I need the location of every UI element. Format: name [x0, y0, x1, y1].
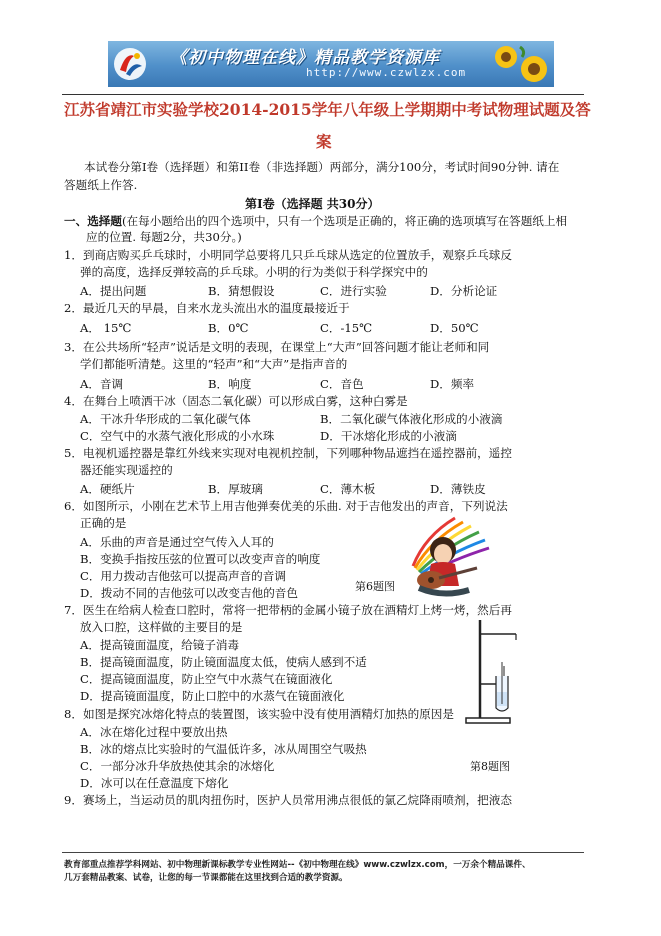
logo-icon — [112, 46, 148, 82]
section1-line1 — [64, 214, 567, 228]
q7-stem-line1: 7．医生在给病人检查口腔时，常将一把带柄的金属小镜子放在酒精灯上烤一烤，然后再 — [64, 603, 512, 617]
q1-option-c: C．进行实验 — [320, 284, 387, 298]
q4-option-c: C．空气中的水蒸气液化形成的小水珠 — [80, 429, 275, 443]
q3-stem-line2: 学们都能听清楚。这里的“轻声”和“大声”是指声音的 — [80, 357, 348, 371]
page-title-line1: 江苏省靖江市实验学校2014-2015学年八年级上学期期中考试物理试题及答 — [64, 100, 591, 119]
q5-stem-line1: 5．电视机遥控器是靠红外线来实现对电视机控制，下列哪种物品遮挡在遥控器前，遥控 — [64, 446, 512, 460]
guitar-girl-figure — [385, 516, 520, 598]
q6-stem-line2: 正确的是 — [80, 516, 127, 530]
banner-url: http://www.czwlzx.com — [306, 66, 467, 79]
header-banner — [108, 41, 554, 87]
q1-stem-line1: 1．到商店购买乒乓球时，小明同学总要将几只乒乓球从选定的位置放手，观察乒乓球反 — [64, 248, 512, 262]
q5-option-b: B．厚玻璃 — [208, 482, 263, 496]
q6-option-d: D．拨动不同的吉他弦可以改变吉他的音色 — [80, 586, 298, 600]
ice-melting-apparatus-figure — [460, 614, 524, 726]
q5-option-a: A．硬纸片 — [80, 482, 135, 496]
q7-stem-line2: 放入口腔，这样做的主要目的是 — [80, 620, 243, 634]
q7-option-c: C．提高镜面温度，防止空气中水蒸气在镜面液化 — [80, 672, 333, 686]
q3-stem-line1: 3．在公共场所“轻声”说话是文明的表现，在课堂上“大声”回答问题才能让老师和同 — [64, 340, 490, 354]
q5-stem-line2: 器还能实现遥控的 — [80, 463, 173, 477]
q6-option-b: B．变换手指按压弦的位置可以改变声音的响度 — [80, 552, 321, 566]
q5-option-d: D．薄铁皮 — [430, 482, 486, 496]
q3-option-b: B．响度 — [208, 377, 252, 391]
intro-line1: 本试卷分第I卷（选择题）和第II卷（非选择题）两部分，满分100分，考试时间90分钟. 请在 — [84, 160, 560, 174]
q8-option-a: A．冰在熔化过程中要放出热 — [80, 725, 228, 739]
q7-option-a: A．提高镜面温度，给镜子消毒 — [80, 638, 240, 652]
q6-stem-line1: 6．如图所示，小刚在艺术节上用吉他弹奏优美的乐曲. 对于吉他发出的声音，下列说法 — [64, 499, 508, 513]
section1-instruction: (在每小题给出的四个选项中，只有一个选项是正确的，将正确的选项填写在答题纸上相 — [121, 214, 568, 228]
q4-option-b: B．二氧化碳气体液化形成的小液滴 — [320, 412, 503, 426]
q8-option-b: B．冰的熔点比实验时的气温低许多，冰从周围空气吸热 — [80, 742, 367, 756]
q1-option-a: A．提出问题 — [80, 284, 147, 298]
section1-line2: 应的位置. 每题2分，共30分。) — [86, 230, 242, 244]
q6-option-a: A．乐曲的声音是通过空气传入人耳的 — [80, 535, 274, 549]
q2-option-b: B．0℃ — [208, 321, 249, 335]
q1-stem-line2: 弹的高度，选择反弹较高的乒乓球。小明的行为类似于科学探究中的 — [80, 265, 428, 279]
q7-option-d: D．提高镜面温度，防止口腔中的水蒸气在镜面液化 — [80, 689, 345, 703]
q2-option-c: C．-15℃ — [320, 321, 373, 335]
q1-option-d: D．分析论证 — [430, 284, 498, 298]
q7-option-b: B．提高镜面温度，防止镜面温度太低，使病人感到不适 — [80, 655, 367, 669]
intro-line2: 答题纸上作答. — [64, 178, 138, 192]
page-title-line2: 案 — [316, 132, 332, 151]
q8-option-d: D．冰可以在任意温度下熔化 — [80, 776, 229, 790]
q2-option-d: D．50℃ — [430, 321, 479, 335]
sunflower-icon — [490, 43, 550, 85]
q4-option-d: D．干冰熔化形成的小液滴 — [320, 429, 457, 443]
q5-option-c: C．薄木板 — [320, 482, 376, 496]
q1-option-b: B．猜想假设 — [208, 284, 275, 298]
part1-heading: 第I卷（选择题 共30分） — [245, 197, 380, 211]
q6-option-c: C．用力拨动吉他弦可以提高声音的音调 — [80, 569, 286, 583]
section1-label: 一、选择题 — [64, 214, 122, 228]
footer-line1: 教育部重点推荐学科网站、初中物理新课标教学专业性网站--《初中物理在线》www.czwlzx.com，一万余个精品课件、 — [64, 860, 531, 870]
footer-line2: 几万套精品教案、试卷，让您的每一节课都能在这里找到合适的教学资源。 — [64, 873, 348, 883]
header-divider — [62, 94, 584, 95]
q2-option-a: A． 15℃ — [80, 321, 132, 335]
q3-option-d: D．频率 — [430, 377, 475, 391]
q9-stem-line1: 9．赛场上，当运动员的肌肉扭伤时，医护人员常用沸点很低的氯乙烷降雨喷剂，把液态 — [64, 793, 512, 807]
q6-figure-caption: 第6题图 — [355, 580, 395, 593]
footer-divider — [62, 852, 584, 853]
banner-title: 《初中物理在线》精品教学资源库 — [170, 48, 440, 68]
q4-stem-line1: 4．在舞台上喷洒干冰（固态二氧化碳）可以形成白雾，这种白雾是 — [64, 394, 408, 408]
q3-option-c: C．音色 — [320, 377, 364, 391]
q8-figure-caption: 第8题图 — [470, 760, 510, 773]
q3-option-a: A．音调 — [80, 377, 124, 391]
q8-stem-line1: 8．如图是探究冰熔化特点的装置图，该实验中没有使用酒精灯加热的原因是 — [64, 707, 454, 721]
q8-option-c: C．一部分冰升华放热使其余的冰熔化 — [80, 759, 275, 773]
q4-option-a: A．干冰升华形成的二氧化碳气体 — [80, 412, 251, 426]
q2-stem-line1: 2．最近几天的早晨，自来水龙头流出水的温度最接近于 — [64, 301, 350, 315]
